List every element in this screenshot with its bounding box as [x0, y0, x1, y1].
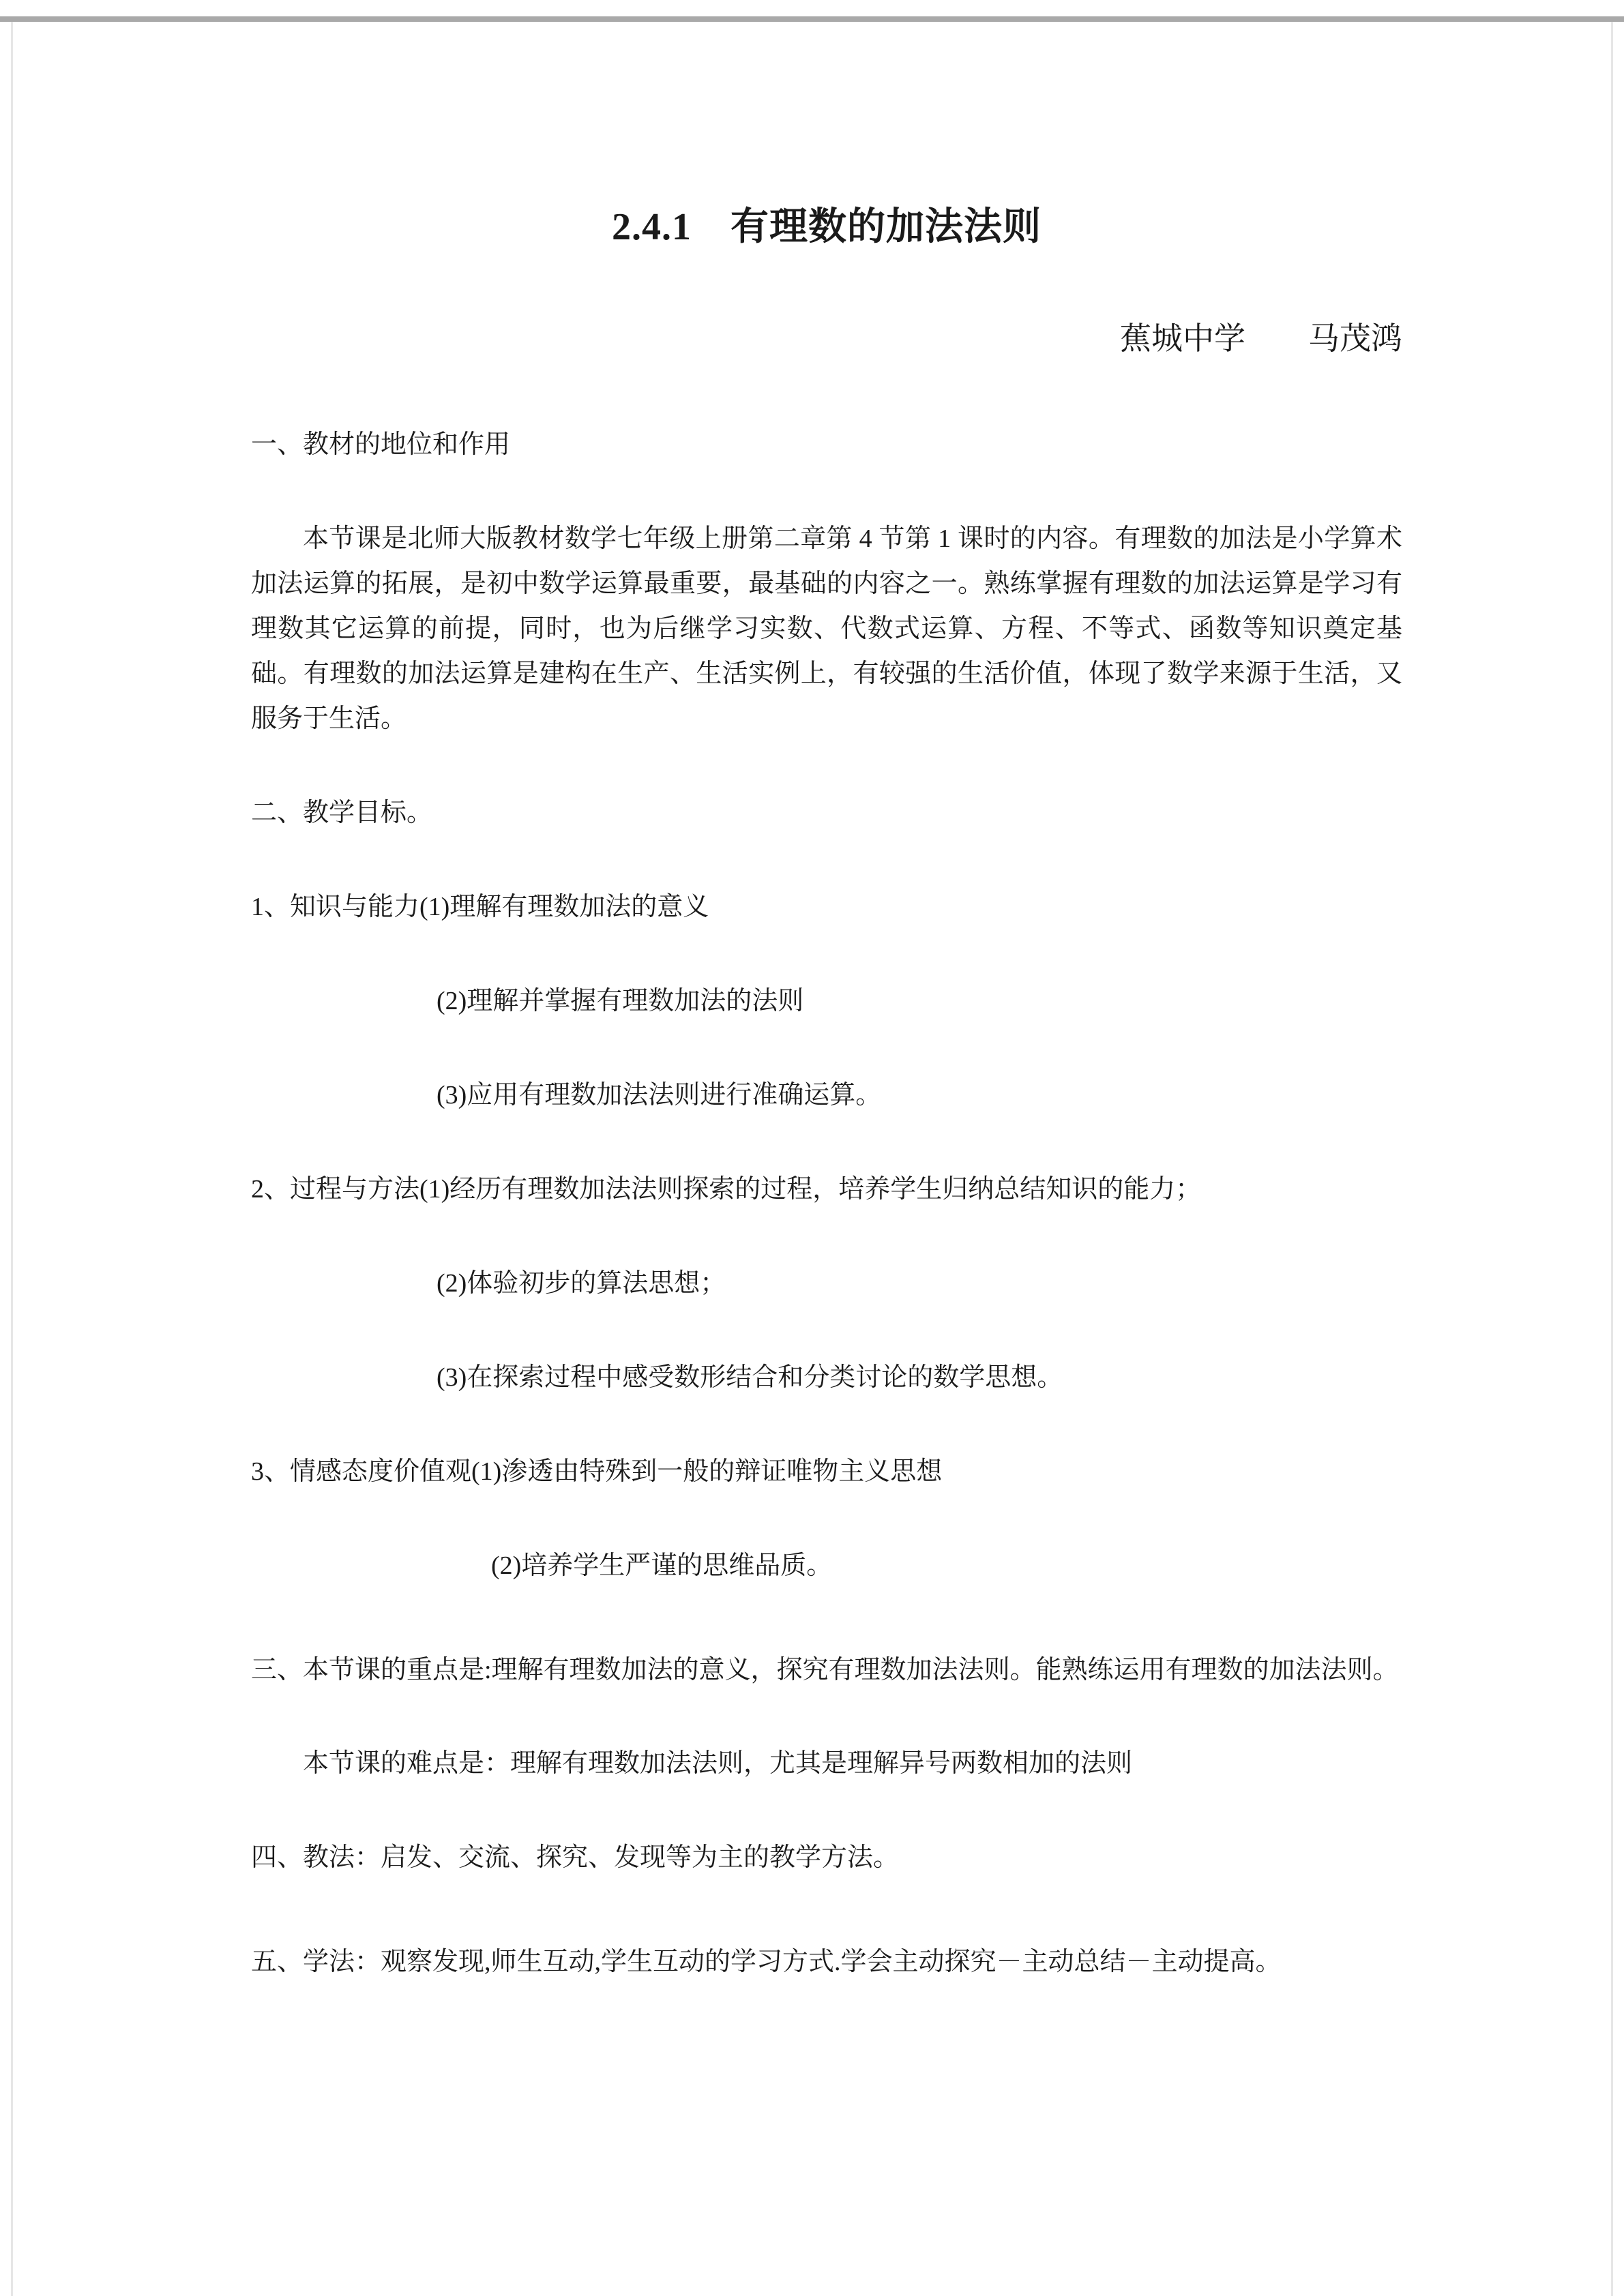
paragraph-material-role-body: 本节课是北师大版教材数学七年级上册第二章第 4 节第 1 课时的内容。有理数的加法是小学算术加法运算的拓展，是初中数学运算最重要，最基础的内容之一。熟练掌握有理数的加法运算是学习有理数其它运算的前提，同时，也为后继学习实数、代数式运算、方程、不等式、函数等知识奠定基础。有理数的加法运算是建构在生产、生活实例上，有较强的生活价值，体现了数学来源于生活，又服务于生活。 — [251, 524, 1402, 733]
goal-process-method-item-3: (3)在探索过程中感受数形结合和分类讨论的数学思想。 — [437, 1363, 1063, 1392]
section-teaching-methods: 四、教法：启发、交流、探究、发现等为主的教学方法。 — [251, 1843, 900, 1872]
section-learning-methods: 五、学法：观察发现,师生互动,学生互动的学习方式.学会主动探究－主动总结－主动提高。 — [251, 1948, 1282, 1976]
paragraph-difficult-points: 本节课的难点是：理解有理数加法法则，尤其是理解异号两数相加的法则 — [303, 1749, 1133, 1778]
section-heading-teaching-goals: 二、教学目标。 — [251, 799, 433, 827]
section-heading-material-role: 一、教材的地位和作用 — [251, 430, 511, 459]
goal-emotion-values-item-2: (2)培养学生严谨的思维品质。 — [491, 1551, 833, 1580]
document-title: 2.4.1 有理数的加法法则 — [612, 206, 1042, 248]
page-left-edge — [11, 22, 13, 2296]
section-key-points: 三、本节课的重点是:理解有理数加法的意义，探究有理数加法法则。能熟练运用有理数的加法法则。 — [251, 1656, 1399, 1684]
goal-process-method-item-2: (2)体验初步的算法思想； — [437, 1269, 726, 1298]
goal-emotion-values-item-1: 3、情感态度价值观(1)渗透由特殊到一般的辩证唯物主义思想 — [251, 1457, 943, 1486]
goal-process-method-item-1: 2、过程与方法(1)经历有理数加法法则探索的过程，培养学生归纳总结知识的能力； — [251, 1175, 1202, 1204]
author-byline: 蕉城中学 马茂鸿 — [1120, 321, 1402, 356]
document-page — [251, 0, 1402, 2033]
page-right-edge — [1611, 22, 1613, 2296]
goal-knowledge-ability-item-3: (3)应用有理数加法法则进行准确运算。 — [437, 1081, 882, 1109]
goal-knowledge-ability-item-1: 1、知识与能力(1)理解有理数加法的意义 — [251, 893, 709, 921]
goal-knowledge-ability-item-2: (2)理解并掌握有理数加法的法则 — [437, 987, 804, 1015]
